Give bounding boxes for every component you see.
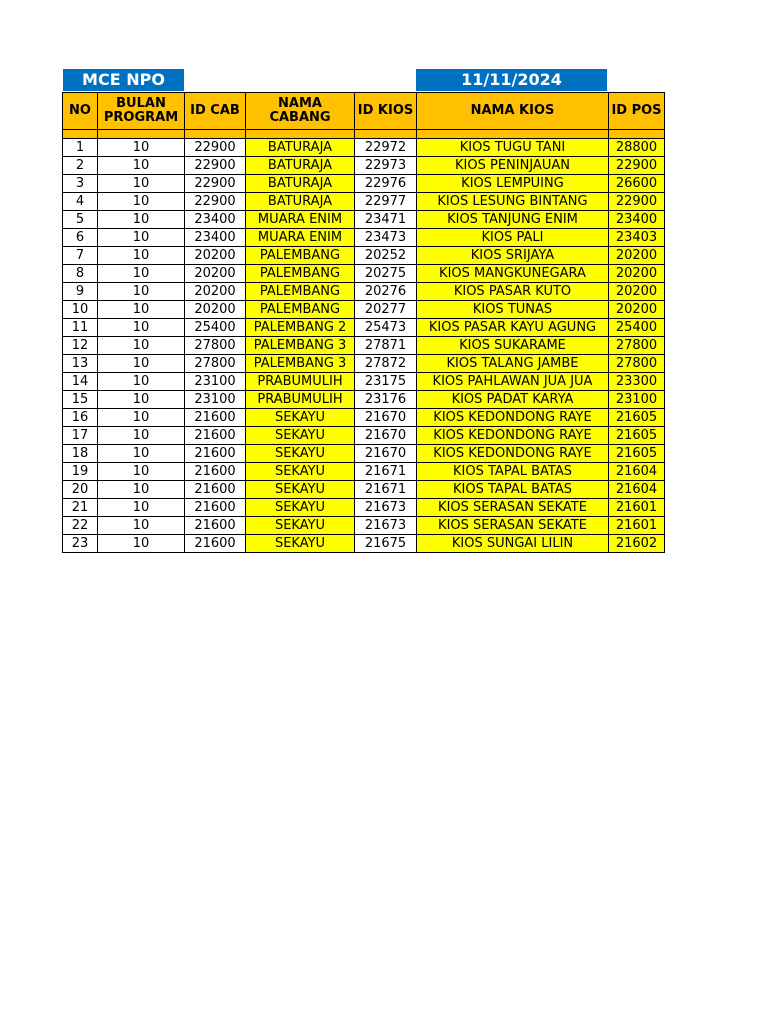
- cell-id-cab: 21600: [185, 535, 246, 553]
- cell-id-cab: 21600: [185, 499, 246, 517]
- cell-bulan-program: 10: [98, 301, 185, 319]
- cell-no: 11: [63, 319, 98, 337]
- cell-no: 2: [63, 157, 98, 175]
- cell-id-pos: 27800: [609, 355, 665, 373]
- kios-table: [62, 92, 665, 553]
- cell-id-kios: 23176: [355, 391, 417, 409]
- cell-nama-cabang: PALEMBANG: [246, 301, 355, 319]
- cell-bulan-program: 10: [98, 337, 185, 355]
- cell-id-cab: 22900: [185, 157, 246, 175]
- cell-id-kios: 23473: [355, 229, 417, 247]
- cell-bulan-program: 10: [98, 283, 185, 301]
- cell-id-kios: 21673: [355, 499, 417, 517]
- cell-bulan-program: 10: [98, 157, 185, 175]
- cell-nama-kios: KIOS PALI: [417, 229, 609, 247]
- cell-nama-cabang: PALEMBANG 2: [246, 319, 355, 337]
- cell-nama-kios: KIOS TANJUNG ENIM: [417, 211, 609, 229]
- cell-id-pos: 26600: [609, 175, 665, 193]
- table-row: [63, 427, 665, 445]
- cell-id-cab: 27800: [185, 337, 246, 355]
- header-spacer-row: [63, 130, 665, 139]
- title-banner: MCE NPO: [63, 69, 184, 91]
- cell-id-pos: 20200: [609, 265, 665, 283]
- cell-no: 1: [63, 139, 98, 157]
- col-header-id-pos: ID POS: [609, 93, 665, 130]
- col-header-nama-cabang: NAMA CABANG: [246, 93, 355, 130]
- cell-nama-kios: KIOS LESUNG BINTANG: [417, 193, 609, 211]
- cell-id-kios: 20277: [355, 301, 417, 319]
- cell-no: 7: [63, 247, 98, 265]
- cell-id-kios: 20276: [355, 283, 417, 301]
- cell-id-cab: 22900: [185, 175, 246, 193]
- col-header-nama-kios: NAMA KIOS: [417, 93, 609, 130]
- table-row: [63, 157, 665, 175]
- cell-nama-kios: KIOS TUNAS: [417, 301, 609, 319]
- cell-nama-cabang: BATURAJA: [246, 193, 355, 211]
- cell-nama-cabang: BATURAJA: [246, 139, 355, 157]
- cell-id-pos: 21604: [609, 463, 665, 481]
- cell-nama-cabang: SEKAYU: [246, 427, 355, 445]
- cell-nama-kios: KIOS LEMPUING: [417, 175, 609, 193]
- cell-nama-cabang: MUARA ENIM: [246, 229, 355, 247]
- table-row: [63, 211, 665, 229]
- cell-id-pos: 21601: [609, 517, 665, 535]
- table-body: [63, 139, 665, 553]
- cell-no: 3: [63, 175, 98, 193]
- cell-nama-kios: KIOS TALANG JAMBE: [417, 355, 609, 373]
- cell-id-pos: 20200: [609, 283, 665, 301]
- cell-id-pos: 21605: [609, 445, 665, 463]
- cell-nama-cabang: PALEMBANG: [246, 247, 355, 265]
- cell-id-pos: 21605: [609, 409, 665, 427]
- cell-no: 20: [63, 481, 98, 499]
- cell-id-pos: 21601: [609, 499, 665, 517]
- table-row: [63, 355, 665, 373]
- cell-no: 23: [63, 535, 98, 553]
- cell-id-cab: 20200: [185, 247, 246, 265]
- cell-id-kios: 21673: [355, 517, 417, 535]
- cell-no: 5: [63, 211, 98, 229]
- cell-bulan-program: 10: [98, 319, 185, 337]
- cell-bulan-program: 10: [98, 535, 185, 553]
- table-row: [63, 319, 665, 337]
- cell-id-pos: 22900: [609, 193, 665, 211]
- col-header-id-cab: ID CAB: [185, 93, 246, 130]
- cell-nama-kios: KIOS TAPAL BATAS: [417, 463, 609, 481]
- cell-id-cab: 22900: [185, 139, 246, 157]
- cell-no: 13: [63, 355, 98, 373]
- cell-id-pos: 21602: [609, 535, 665, 553]
- cell-id-cab: 25400: [185, 319, 246, 337]
- date-banner: 11/11/2024: [416, 69, 607, 91]
- cell-id-pos: 20200: [609, 301, 665, 319]
- cell-id-cab: 27800: [185, 355, 246, 373]
- cell-bulan-program: 10: [98, 427, 185, 445]
- cell-nama-cabang: SEKAYU: [246, 463, 355, 481]
- cell-nama-cabang: SEKAYU: [246, 535, 355, 553]
- cell-id-kios: 22976: [355, 175, 417, 193]
- cell-nama-kios: KIOS PASAR KAYU AGUNG: [417, 319, 609, 337]
- table-row: [63, 373, 665, 391]
- cell-nama-cabang: SEKAYU: [246, 499, 355, 517]
- cell-nama-kios: KIOS SUKARAME: [417, 337, 609, 355]
- cell-nama-kios: KIOS KEDONDONG RAYE: [417, 445, 609, 463]
- cell-bulan-program: 10: [98, 445, 185, 463]
- cell-no: 10: [63, 301, 98, 319]
- cell-id-kios: 21670: [355, 445, 417, 463]
- cell-id-pos: 21604: [609, 481, 665, 499]
- cell-id-kios: 21670: [355, 427, 417, 445]
- table-row: [63, 193, 665, 211]
- table-row: [63, 265, 665, 283]
- cell-id-cab: 21600: [185, 409, 246, 427]
- cell-nama-kios: KIOS KEDONDONG RAYE: [417, 409, 609, 427]
- cell-nama-kios: KIOS MANGKUNEGARA: [417, 265, 609, 283]
- cell-id-pos: 20200: [609, 247, 665, 265]
- cell-id-pos: 23400: [609, 211, 665, 229]
- cell-bulan-program: 10: [98, 247, 185, 265]
- cell-bulan-program: 10: [98, 373, 185, 391]
- cell-id-kios: 21675: [355, 535, 417, 553]
- cell-bulan-program: 10: [98, 193, 185, 211]
- cell-no: 17: [63, 427, 98, 445]
- cell-id-pos: 28800: [609, 139, 665, 157]
- cell-bulan-program: 10: [98, 391, 185, 409]
- cell-id-kios: 27871: [355, 337, 417, 355]
- cell-id-kios: 27872: [355, 355, 417, 373]
- cell-nama-kios: KIOS SUNGAI LILIN: [417, 535, 609, 553]
- table-row: [63, 517, 665, 535]
- cell-id-pos: 21605: [609, 427, 665, 445]
- cell-nama-cabang: PALEMBANG 3: [246, 337, 355, 355]
- cell-id-cab: 23400: [185, 211, 246, 229]
- cell-id-kios: 25473: [355, 319, 417, 337]
- cell-id-pos: 25400: [609, 319, 665, 337]
- cell-no: 12: [63, 337, 98, 355]
- cell-id-cab: 21600: [185, 517, 246, 535]
- cell-id-pos: 27800: [609, 337, 665, 355]
- cell-nama-kios: KIOS PENINJAUAN: [417, 157, 609, 175]
- cell-nama-kios: KIOS SRIJAYA: [417, 247, 609, 265]
- cell-bulan-program: 10: [98, 211, 185, 229]
- cell-nama-cabang: SEKAYU: [246, 409, 355, 427]
- cell-bulan-program: 10: [98, 499, 185, 517]
- cell-nama-cabang: SEKAYU: [246, 517, 355, 535]
- cell-bulan-program: 10: [98, 409, 185, 427]
- cell-nama-cabang: SEKAYU: [246, 481, 355, 499]
- cell-id-pos: 23100: [609, 391, 665, 409]
- table-row: [63, 535, 665, 553]
- table-row: [63, 175, 665, 193]
- cell-no: 9: [63, 283, 98, 301]
- table-row: [63, 499, 665, 517]
- cell-no: 6: [63, 229, 98, 247]
- cell-id-kios: 22972: [355, 139, 417, 157]
- cell-bulan-program: 10: [98, 517, 185, 535]
- cell-id-kios: 20275: [355, 265, 417, 283]
- table-row: [63, 391, 665, 409]
- table-row: [63, 481, 665, 499]
- cell-no: 4: [63, 193, 98, 211]
- cell-nama-kios: KIOS PAHLAWAN JUA JUA: [417, 373, 609, 391]
- cell-nama-kios: KIOS PADAT KARYA: [417, 391, 609, 409]
- cell-no: 22: [63, 517, 98, 535]
- col-header-no: NO: [63, 93, 98, 130]
- cell-nama-cabang: BATURAJA: [246, 175, 355, 193]
- cell-id-cab: 23400: [185, 229, 246, 247]
- table-row: [63, 301, 665, 319]
- cell-id-kios: 23471: [355, 211, 417, 229]
- cell-id-cab: 20200: [185, 301, 246, 319]
- cell-bulan-program: 10: [98, 355, 185, 373]
- cell-no: 19: [63, 463, 98, 481]
- cell-no: 15: [63, 391, 98, 409]
- header-row: [63, 93, 665, 130]
- cell-bulan-program: 10: [98, 481, 185, 499]
- table-row: [63, 445, 665, 463]
- cell-id-cab: 21600: [185, 445, 246, 463]
- cell-nama-cabang: MUARA ENIM: [246, 211, 355, 229]
- table-row: [63, 463, 665, 481]
- cell-no: 18: [63, 445, 98, 463]
- cell-id-kios: 22977: [355, 193, 417, 211]
- cell-id-cab: 20200: [185, 265, 246, 283]
- cell-bulan-program: 10: [98, 139, 185, 157]
- cell-no: 8: [63, 265, 98, 283]
- cell-nama-cabang: SEKAYU: [246, 445, 355, 463]
- table-row: [63, 229, 665, 247]
- cell-id-kios: 21670: [355, 409, 417, 427]
- cell-nama-cabang: BATURAJA: [246, 157, 355, 175]
- cell-id-cab: 21600: [185, 427, 246, 445]
- table-row: [63, 139, 665, 157]
- cell-nama-cabang: PRABUMULIH: [246, 391, 355, 409]
- cell-nama-cabang: PRABUMULIH: [246, 373, 355, 391]
- cell-bulan-program: 10: [98, 229, 185, 247]
- table-row: [63, 337, 665, 355]
- cell-id-kios: 21671: [355, 463, 417, 481]
- cell-id-pos: 22900: [609, 157, 665, 175]
- cell-bulan-program: 10: [98, 265, 185, 283]
- cell-id-cab: 23100: [185, 391, 246, 409]
- table-row: [63, 409, 665, 427]
- cell-id-kios: 23175: [355, 373, 417, 391]
- cell-id-pos: 23300: [609, 373, 665, 391]
- cell-id-cab: 21600: [185, 463, 246, 481]
- cell-id-kios: 21671: [355, 481, 417, 499]
- cell-no: 14: [63, 373, 98, 391]
- cell-nama-kios: KIOS SERASAN SEKATE: [417, 517, 609, 535]
- cell-id-kios: 22973: [355, 157, 417, 175]
- cell-nama-cabang: PALEMBANG: [246, 265, 355, 283]
- cell-nama-kios: KIOS TAPAL BATAS: [417, 481, 609, 499]
- cell-nama-kios: KIOS KEDONDONG RAYE: [417, 427, 609, 445]
- cell-id-cab: 22900: [185, 193, 246, 211]
- table-row: [63, 283, 665, 301]
- cell-no: 16: [63, 409, 98, 427]
- cell-nama-kios: KIOS SERASAN SEKATE: [417, 499, 609, 517]
- cell-bulan-program: 10: [98, 463, 185, 481]
- cell-bulan-program: 10: [98, 175, 185, 193]
- table-row: [63, 247, 665, 265]
- cell-nama-kios: KIOS TUGU TANI: [417, 139, 609, 157]
- col-header-bulan-program: BULAN PROGRAM: [98, 93, 185, 130]
- cell-nama-cabang: PALEMBANG: [246, 283, 355, 301]
- cell-id-cab: 23100: [185, 373, 246, 391]
- cell-id-cab: 21600: [185, 481, 246, 499]
- cell-id-cab: 20200: [185, 283, 246, 301]
- col-header-id-kios: ID KIOS: [355, 93, 417, 130]
- cell-nama-cabang: PALEMBANG 3: [246, 355, 355, 373]
- cell-nama-kios: KIOS PASAR KUTO: [417, 283, 609, 301]
- cell-id-pos: 23403: [609, 229, 665, 247]
- cell-no: 21: [63, 499, 98, 517]
- cell-id-kios: 20252: [355, 247, 417, 265]
